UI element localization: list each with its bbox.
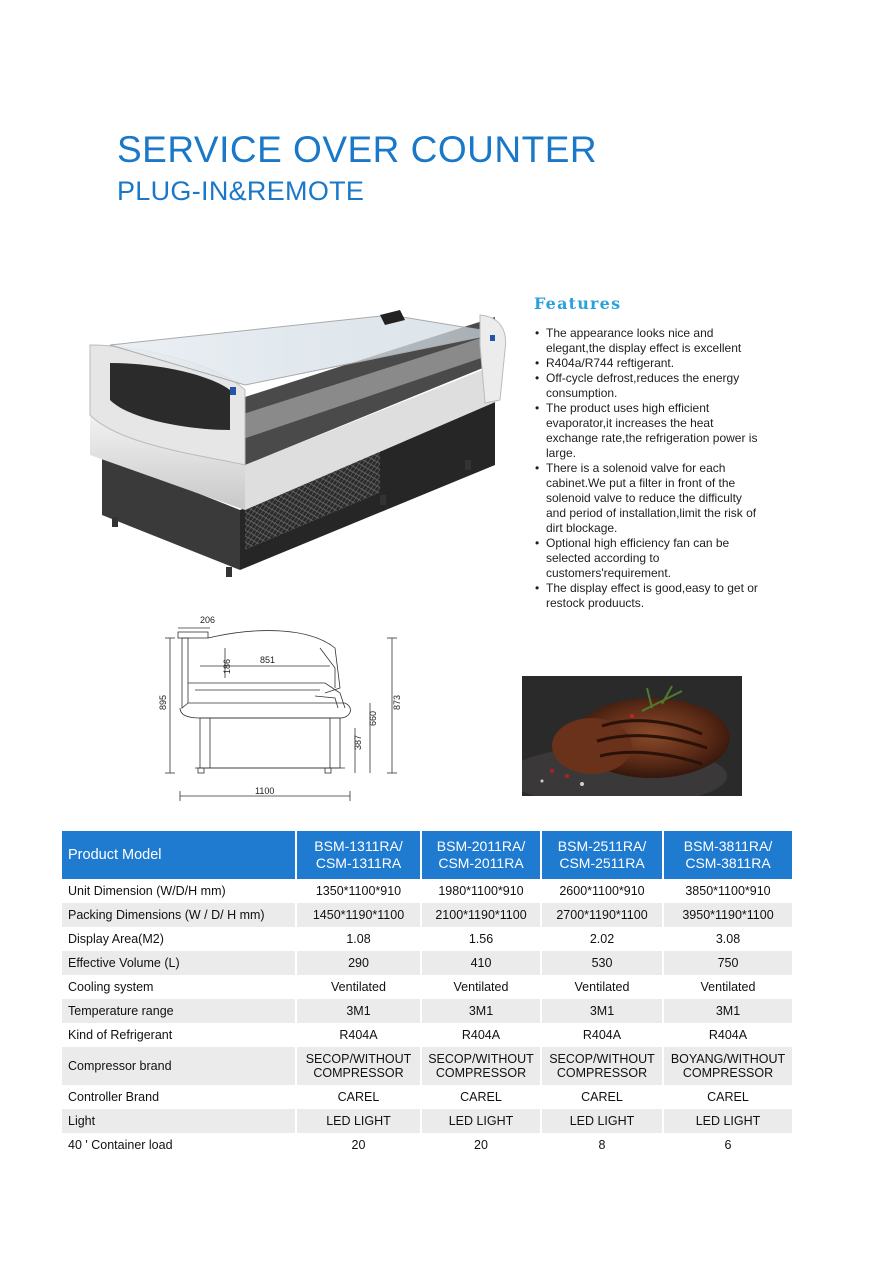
- row-label: Packing Dimensions (W / D/ H mm): [62, 903, 297, 927]
- table-row: [62, 1023, 792, 1047]
- feature-text: Off-cycle defrost,reduces the energy consumption.: [546, 371, 740, 400]
- model-line: CSM-1311RA: [315, 855, 402, 871]
- bullet: •: [535, 326, 540, 340]
- model-line: BSM-1311RA/: [314, 838, 403, 854]
- table-cell: Ventilated: [297, 975, 422, 999]
- table-cell: R404A: [542, 1023, 664, 1047]
- table-cell: 20: [422, 1133, 542, 1157]
- product-photo: [80, 305, 510, 585]
- dimension-label: 387: [353, 734, 363, 750]
- table-cell: LED LIGHT: [542, 1109, 664, 1133]
- features-list: [534, 326, 764, 611]
- feature-item: [534, 326, 764, 356]
- table-row: [62, 1109, 792, 1133]
- table-cell: 2700*1190*1100: [542, 903, 664, 927]
- table-cell: 1980*1100*910: [422, 879, 542, 903]
- model-line: CSM-2511RA: [559, 855, 645, 871]
- table-cell: 6: [724, 1138, 732, 1152]
- column-header: [297, 831, 422, 879]
- table-cell: LED LIGHT: [422, 1109, 542, 1133]
- table-cell: CAREL: [707, 1090, 749, 1104]
- row-label: Controller Brand: [62, 1085, 297, 1109]
- table-row: [62, 1047, 792, 1085]
- table-cell: BOYANG/WITHOUT COMPRESSOR: [664, 1047, 792, 1085]
- row-label: Effective Volume (L): [62, 951, 297, 975]
- feature-text: The display effect is good,easy to get or restock produucts.: [546, 581, 758, 610]
- features-heading: Features: [534, 294, 622, 313]
- table-cell: 530: [542, 951, 664, 975]
- bullet: •: [535, 461, 540, 475]
- table-cell: 3M1: [297, 999, 422, 1023]
- table-cell: SECOP/WITHOUT COMPRESSOR: [422, 1047, 542, 1085]
- table-cell: 2600*1100*910: [542, 879, 664, 903]
- page-title: SERVICE OVER COUNTER: [117, 129, 598, 170]
- feature-item: [534, 371, 764, 401]
- dimension-label: 895: [158, 694, 168, 710]
- feature-item: [534, 581, 764, 611]
- feature-item: [534, 356, 764, 371]
- technical-drawing: [150, 608, 410, 808]
- dimension-label: 206: [200, 615, 216, 625]
- column-header: [422, 831, 542, 879]
- table-cell: 410: [422, 951, 542, 975]
- steak-photo: [522, 676, 742, 796]
- table-cell: 3950*1190*1100: [664, 903, 792, 927]
- page-subtitle: PLUG-IN&REMOTE: [117, 176, 365, 206]
- row-label: Unit Dimension (W/D/H mm): [62, 879, 297, 903]
- feature-text: R404a/R744 reftigerant.: [546, 356, 675, 370]
- table-cell: 750: [664, 951, 792, 975]
- dimension-label: 873: [392, 694, 402, 710]
- row-label: Display Area(M2): [62, 927, 297, 951]
- feature-text: Optional high efficiency fan can be selected according to customers'requirement.: [546, 536, 730, 580]
- table-cell: Ventilated: [542, 975, 664, 999]
- table-cell: CAREL: [542, 1085, 664, 1109]
- table-cell: 1450*1190*1100: [297, 903, 422, 927]
- table-cell: 2.02: [542, 927, 664, 951]
- table-cell: LED LIGHT: [664, 1109, 792, 1133]
- table-cell: 3M1: [542, 999, 664, 1023]
- row-label: Temperature range: [62, 999, 297, 1023]
- table-row: [62, 903, 792, 927]
- table-cell: CAREL: [297, 1085, 422, 1109]
- row-label: 40 ' Container load: [62, 1133, 297, 1157]
- model-line: BSM-2511RA/: [557, 838, 647, 854]
- table-cell: Ventilated: [422, 975, 542, 999]
- table-cell: 1350*1100*910: [297, 879, 422, 903]
- column-header: [664, 831, 792, 879]
- feature-text: The product uses high efficient evaporator,it increases the heat exchange rate,the refrigeration power is large.: [546, 401, 758, 460]
- row-label: Compressor brand: [62, 1047, 297, 1085]
- table-cell: 20: [297, 1133, 422, 1157]
- bullet: •: [535, 536, 540, 550]
- dimension-label: 186: [222, 658, 232, 674]
- bullet: •: [535, 371, 540, 385]
- table-cell: R404A: [297, 1023, 422, 1047]
- model-line: BSM-2011RA/: [436, 838, 526, 854]
- table-row: [62, 879, 792, 903]
- model-line: CSM-3811RA: [685, 855, 771, 871]
- table-cell: 8: [542, 1133, 664, 1157]
- table-row: [62, 927, 792, 951]
- bullet: •: [535, 356, 540, 370]
- feature-item: [534, 461, 764, 536]
- table-cell: 3850*1100*910: [685, 884, 771, 898]
- table-cell: Ventilated: [700, 980, 756, 994]
- model-line: BSM-3811RA/: [683, 838, 773, 854]
- table-cell: SECOP/WITHOUT COMPRESSOR: [297, 1047, 422, 1085]
- table-row: [62, 1085, 792, 1109]
- feature-text: The appearance looks nice and elegant,the display effect is excellent: [546, 326, 742, 355]
- table-cell: CAREL: [422, 1085, 542, 1109]
- table-cell: R404A: [422, 1023, 542, 1047]
- column-header: [542, 831, 664, 879]
- table-row: [62, 975, 792, 999]
- row-label: Light: [62, 1109, 297, 1133]
- dimension-label: 851: [260, 655, 276, 665]
- feature-text: There is a solenoid valve for each cabinet.We put a filter in front of the solenoid valve to reduce the difficulty and period of installation,limit the risk of dirt blockage.: [546, 461, 757, 535]
- table-row: [62, 999, 792, 1023]
- row-label: Kind of Refrigerant: [62, 1023, 297, 1047]
- model-line: CSM-2011RA: [438, 855, 524, 871]
- dimension-label: 1100: [255, 786, 275, 796]
- dimension-label: 660: [368, 710, 378, 726]
- spec-table: [62, 831, 792, 1157]
- feature-item: [534, 401, 764, 461]
- table-cell: R404A: [708, 1028, 748, 1042]
- row-label: Cooling system: [62, 975, 297, 999]
- table-cell: 3.08: [715, 932, 741, 946]
- table-cell: 1.08: [297, 927, 422, 951]
- table-cell: LED LIGHT: [297, 1109, 422, 1133]
- table-cell: 3M1: [664, 999, 792, 1023]
- table-cell: SECOP/WITHOUT COMPRESSOR: [542, 1047, 664, 1085]
- table-cell: 290: [297, 951, 422, 975]
- feature-item: [534, 536, 764, 581]
- column-header: Product Model: [62, 831, 297, 879]
- bullet: •: [535, 401, 540, 415]
- table-header-row: [62, 831, 792, 879]
- table-cell: 1.56: [422, 927, 542, 951]
- table-cell: 2100*1190*1100: [422, 903, 542, 927]
- table-row: [62, 1133, 792, 1157]
- bullet: •: [535, 581, 540, 595]
- table-cell: 3M1: [422, 999, 542, 1023]
- table-row: [62, 951, 792, 975]
